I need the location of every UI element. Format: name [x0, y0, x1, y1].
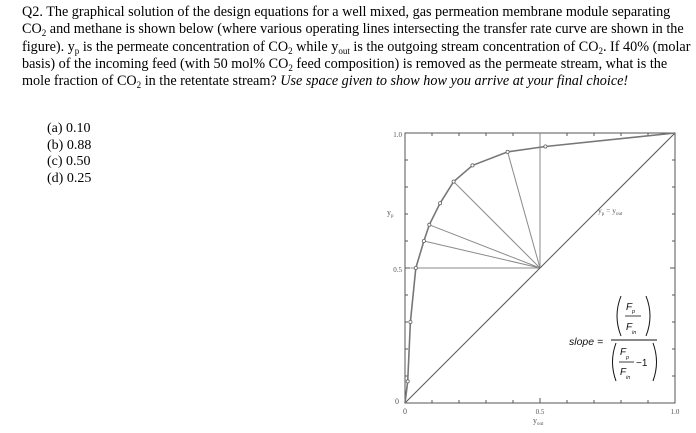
slope-formula [569, 296, 657, 381]
question-text: Q2. The graphical solution of the design equations for a well mixed, gas permeation membrane module separating $CO_2$ and methane is shown below (where various operating lines intersecting the transfer rate curve are shown in the figure). $y_p$ is the permeate concentration of $CO_2$ while $y_{out}$ is the outgoing stream concentration of $CO_2$. If 40% (molar basis) of the incoming feed (with 50 mol% $CO_2$ feed composition) is removed as the permeate stream, what is the mole fraction of $CO_2$ in the retentate stream? Use space given to show how you arrive at your final choice! [22, 4, 691, 91]
instruction-text: Use space given to show how you arrive at your final choice! [280, 73, 629, 90]
x-axis-label: $y_{out}$ [533, 416, 544, 427]
curve-point [409, 320, 412, 323]
curve-point [471, 164, 474, 167]
tick-label-origin-y: 0 [395, 397, 399, 406]
operating-line [454, 182, 540, 268]
top-paren-right [646, 296, 650, 336]
diagonal-label: $y_p = y_{out}$ [598, 206, 623, 217]
curve-point [544, 145, 547, 148]
tick-label-x-one: 1.0 [670, 408, 680, 416]
curve-point [414, 266, 417, 269]
bottom-paren-right [653, 343, 657, 381]
curve-point [506, 150, 509, 153]
curve-point [452, 180, 455, 183]
svg-text:p: p [626, 355, 630, 361]
svg-text:p: p [632, 309, 636, 315]
bottom-paren-left [613, 343, 617, 381]
choice-d[interactable]: (d) 0.25 [47, 170, 92, 186]
svg-text:−1: −1 [636, 358, 648, 369]
svg-text:F: F [620, 347, 627, 358]
svg-text:F: F [626, 322, 633, 333]
svg-text:in: in [632, 330, 637, 336]
operating-line [508, 152, 540, 268]
y-axis-label: $y_p$ [387, 208, 394, 219]
curve-point [422, 239, 425, 242]
choice-c[interactable]: (c) 0.50 [47, 154, 91, 170]
curve-point [406, 380, 409, 383]
svg-text:in: in [626, 375, 631, 381]
choice-a[interactable]: (a) 0.10 [47, 121, 91, 136]
svg-text:F: F [626, 302, 633, 313]
tick-label-y-half: 0.5 [393, 266, 402, 274]
svg-text:F: F [620, 367, 627, 378]
tick-label-origin-x: 0 [403, 407, 407, 416]
choice-b[interactable]: (b) 0.88 [47, 137, 92, 153]
top-paren-left [617, 296, 621, 336]
slope-label: slope = [569, 336, 604, 348]
curve-points [406, 145, 547, 383]
tick-label-y-one: 1.0 [393, 131, 402, 139]
curve-point [428, 223, 431, 226]
operating-lines [410, 133, 540, 268]
tick-label-x-half: 0.5 [535, 408, 545, 416]
curve-point [439, 202, 442, 205]
